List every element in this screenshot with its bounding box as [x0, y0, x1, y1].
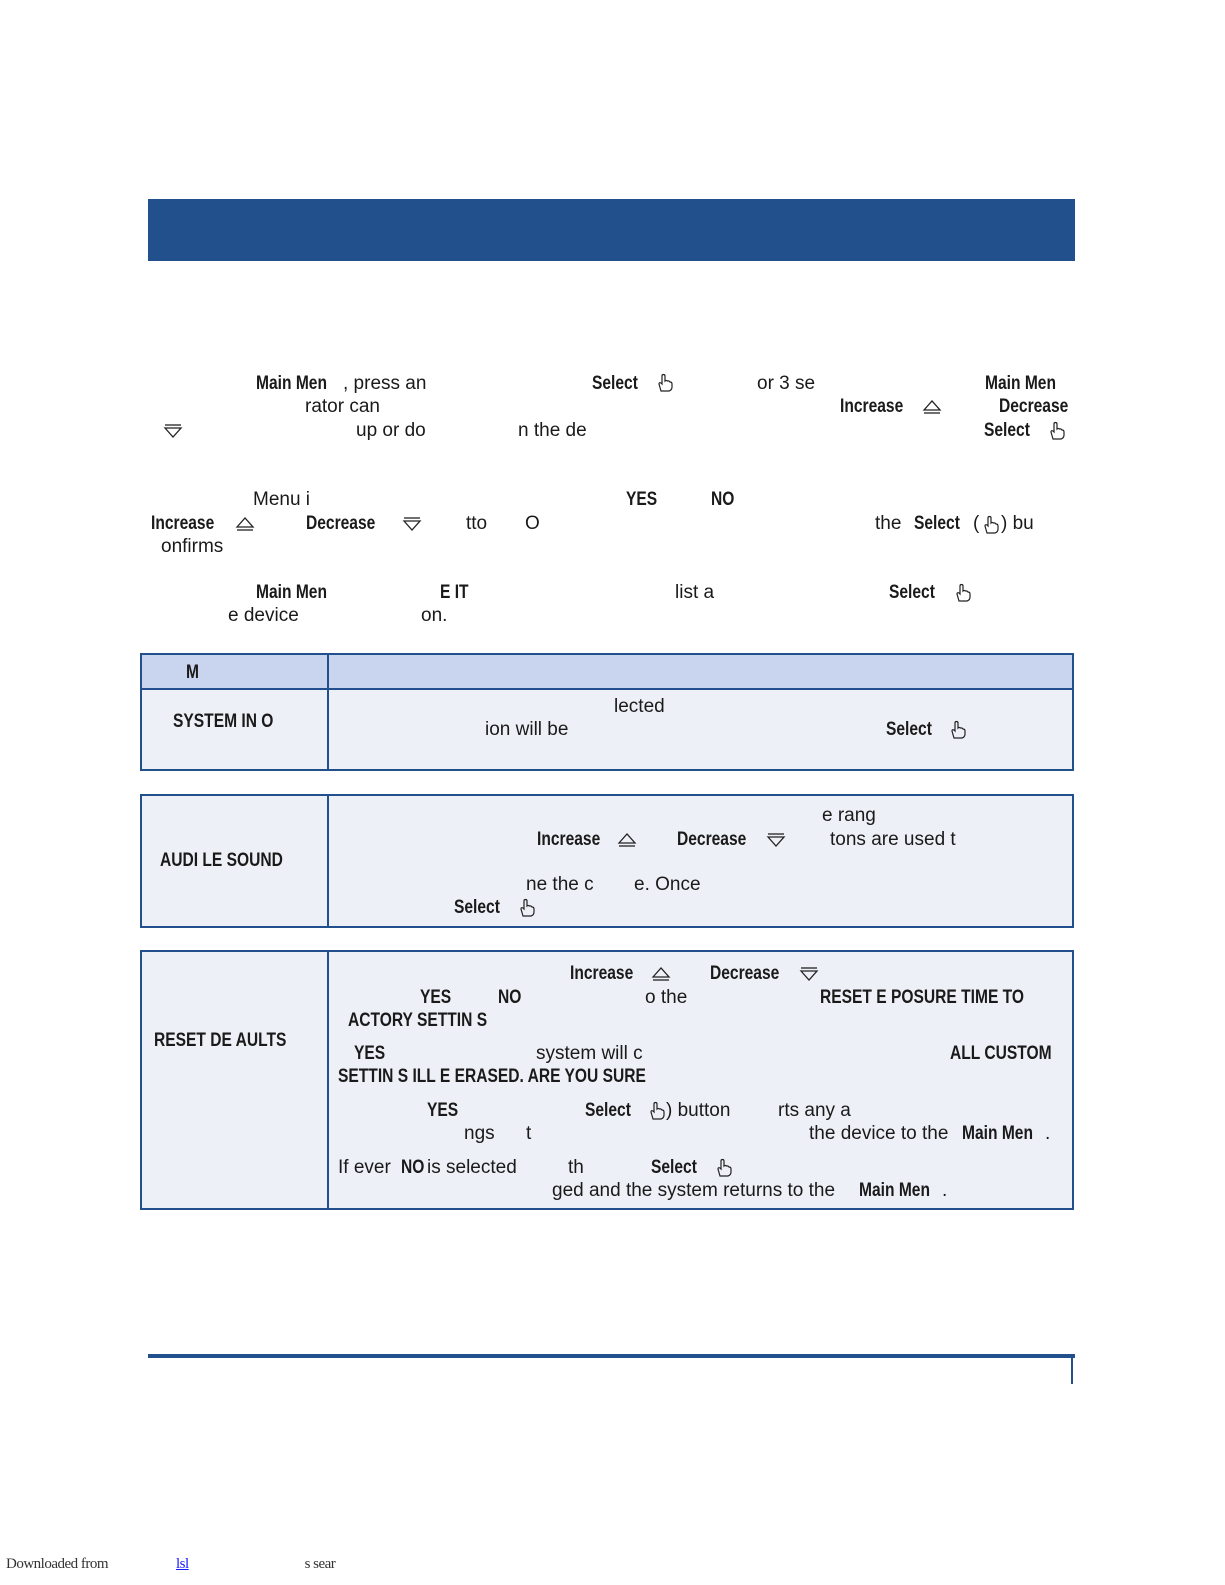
t3-factory-settings: ACTORY SETTIN S	[348, 1010, 488, 1031]
select-hand-icon	[655, 373, 675, 393]
t2-text-3: ne the c	[526, 874, 594, 895]
decrease-arrow-icon	[163, 421, 183, 441]
t3-no-2: NO	[401, 1157, 425, 1178]
p2-increase: Increase	[151, 513, 215, 534]
download-credit: Downloaded from lsl s sear	[6, 1556, 336, 1572]
t1-select: Select	[886, 719, 932, 740]
t1-text-1: lected	[614, 696, 665, 717]
t2-increase: Increase	[537, 829, 601, 850]
select-hand-icon	[1047, 421, 1067, 441]
select-hand-icon	[647, 1101, 667, 1121]
p1-main-menu-1: Main Men	[256, 373, 327, 394]
table-header-menu: M	[186, 662, 199, 683]
decrease-arrow-icon	[799, 964, 819, 984]
download-link[interactable]: lsl	[175, 1556, 189, 1572]
t3-text-5: ngs	[464, 1123, 495, 1144]
p2-text-5: ) bu	[1001, 513, 1034, 534]
t3-text-1: o the	[645, 987, 688, 1008]
t3-main-menu-1: Main Men	[962, 1123, 1033, 1144]
t3-decrease: Decrease	[710, 963, 780, 984]
p2-select: Select	[914, 513, 960, 534]
row-name-reset-defaults: RESET DE AULTS	[153, 1030, 287, 1051]
p1-text-2: or 3 se	[757, 373, 816, 394]
t3-reset-exposure: RESET E POSURE TIME TO	[820, 987, 1025, 1008]
select-hand-icon	[714, 1158, 734, 1178]
p2-no: NO	[711, 489, 735, 510]
t2-text-1: e rang	[822, 805, 876, 826]
t3-text-8: If ever	[338, 1157, 391, 1178]
p1-select-2: Select	[984, 420, 1030, 441]
p1-text-1: , press an	[343, 373, 427, 394]
t3-main-menu-2: Main Men	[859, 1180, 930, 1201]
select-hand-icon	[948, 720, 968, 740]
t3-text-6: t	[526, 1123, 532, 1144]
p2-decrease: Decrease	[306, 513, 376, 534]
t3-text-11: ged and the system returns to the	[552, 1180, 836, 1201]
t3-yes-2: YES	[354, 1043, 386, 1064]
p3-select: Select	[889, 582, 935, 603]
t3-text-10: th	[568, 1157, 584, 1178]
p3-exit: E IT	[440, 582, 469, 603]
footer-rule-tick	[1071, 1354, 1073, 1384]
section-header-bar	[148, 199, 1075, 261]
decrease-arrow-icon	[402, 514, 422, 534]
t3-text-2: system will c	[536, 1043, 643, 1064]
select-hand-icon	[953, 583, 973, 603]
menu-table-audible-sound	[140, 794, 1074, 928]
t3-select-2: Select	[651, 1157, 697, 1178]
p1-text-3: rator can	[305, 396, 380, 417]
p2-text-4: the	[875, 513, 902, 534]
p1-text-4: up or do	[356, 420, 426, 441]
p1-select-1: Select	[592, 373, 638, 394]
t3-text-3: ) button	[666, 1100, 731, 1121]
p2-text-3: O	[525, 513, 540, 534]
increase-arrow-icon	[922, 397, 942, 417]
decrease-arrow-icon	[766, 830, 786, 850]
menu-table-system-info	[140, 653, 1074, 771]
t3-all-custom: ALL CUSTOM	[950, 1043, 1052, 1064]
footer-rule	[148, 1354, 1075, 1358]
t3-dot-2: .	[942, 1180, 948, 1201]
p2-paren-open: (	[973, 513, 980, 534]
t3-no-1: NO	[498, 987, 522, 1008]
select-hand-icon	[981, 515, 1001, 535]
t3-select-1: Select	[585, 1100, 631, 1121]
t3-yes-3: YES	[427, 1100, 459, 1121]
p1-increase: Increase	[840, 396, 904, 417]
row-name-audible-sound: AUDI LE SOUND	[159, 850, 283, 871]
t3-text-7: the device to the	[809, 1123, 949, 1144]
select-hand-icon	[517, 898, 537, 918]
p3-text-3: on.	[421, 605, 448, 626]
p1-main-menu-2: Main Men	[985, 373, 1056, 394]
increase-arrow-icon	[651, 964, 671, 984]
p2-text-2: tto	[466, 513, 488, 534]
p2-text-6: onfirms	[161, 536, 224, 557]
t3-increase: Increase	[570, 963, 634, 984]
t2-text-4: e. Once	[634, 874, 701, 895]
t2-text-2: tons are used t	[830, 829, 956, 850]
t3-yes-1: YES	[420, 987, 452, 1008]
p1-text-5: n the de	[518, 420, 587, 441]
row-name-system-info: SYSTEM IN O	[173, 711, 274, 732]
p3-main-menu: Main Men	[256, 582, 327, 603]
t2-select: Select	[454, 897, 500, 918]
p2-text-1: Menu i	[253, 489, 311, 510]
increase-arrow-icon	[617, 830, 637, 850]
p3-text-2: e device	[228, 605, 299, 626]
t1-text-2: ion will be	[485, 719, 569, 740]
t3-text-4: rts any a	[778, 1100, 851, 1121]
t2-decrease: Decrease	[677, 829, 747, 850]
menu-table-reset-defaults	[140, 950, 1074, 1210]
p1-decrease: Decrease	[999, 396, 1069, 417]
table-header-row	[142, 655, 1072, 690]
t3-settings-erased: SETTIN S ILL E ERASED. ARE YOU SURE	[338, 1066, 646, 1087]
t3-text-9: is selected	[427, 1157, 517, 1178]
p2-yes: YES	[626, 489, 658, 510]
t3-dot-1: .	[1045, 1123, 1051, 1144]
increase-arrow-icon	[235, 514, 255, 534]
p3-text-1: list a	[675, 582, 715, 603]
